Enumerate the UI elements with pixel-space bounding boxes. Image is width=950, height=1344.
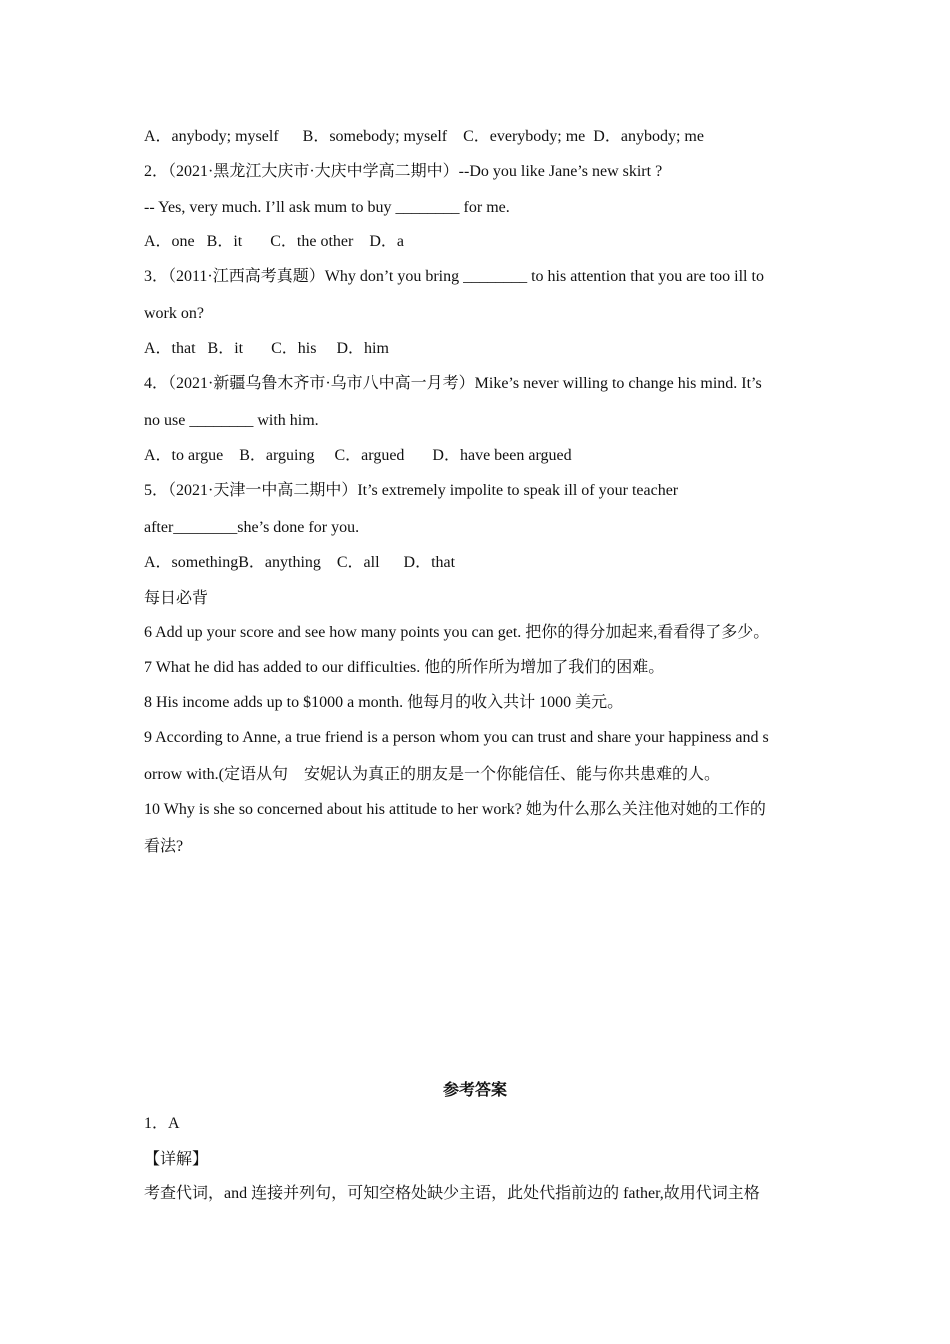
q5-stem: 5．（2021·天津一中高二期中）It’s extremely impolite to speak ill of your teacher [144,482,679,499]
daily-item-6: 6 Add up your score and see how many points you can get. 把你的得分加起来,看看得了多少。 [144,624,770,641]
q5-options: A．somethingB．anything C．all D．that [144,554,456,571]
q4-stem: 4．（2021·新疆乌鲁木齐市·乌市八中高一月考）Mike’s never willing to change his mind. It’s [144,375,762,392]
daily-item-9-cont: orrow with.(定语从句 安妮认为真正的朋友是一个你能信任、能与你共患难的人。 [144,766,720,783]
q5-stem-cont: after________she’s done for you. [144,519,360,536]
q1-options: A．anybody; myself B．somebody; myself C．everybody; me D．anybody; me [144,128,704,145]
daily-item-8: 8 His income adds up to $1000 a month. 他每月的收入共计 1000 美元。 [144,694,624,711]
q2-options: A．one B．it C．the other D．a [144,233,404,250]
answers-title: 参考答案 [442,1082,507,1099]
daily-item-7: 7 What he did has added to our difficulties. 他的所作所为增加了我们的困难。 [144,659,665,676]
daily-item-9: 9 According to Anne, a true friend is a person whom you can trust and share your happiness and s [144,729,769,746]
daily-heading: 每日必背 [144,590,209,607]
q4-options: A．to argue B．arguing C．argued D．have been argued [144,447,572,464]
q2-stem-cont: -- Yes, very much. I’ll ask mum to buy ________ for me. [144,199,510,216]
q3-stem-cont: work on? [144,305,204,322]
detail-text: 考查代词，and 连接并列句，可知空格处缺少主语，此处代指前边的 father,故用代词主格 [144,1185,760,1202]
daily-item-10: 10 Why is she so concerned about his attitude to her work? 她为什么那么关注他对她的工作的 [144,801,766,818]
q3-options: A．that B．it C．his D．him [144,340,389,357]
q4-stem-cont: no use ________ with him. [144,412,319,429]
detail-label: 【详解】 [144,1151,209,1168]
q2-stem: 2．（2021·黑龙江大庆市·大庆中学高二期中）--Do you like Jane’s new skirt ? [144,163,663,180]
q3-stem: 3．（2011·江西高考真题）Why don’t you bring ________ to his attention that you are too ill to [144,268,764,285]
daily-item-10-cont: 看法? [144,838,184,855]
answer-1: 1．A [144,1115,180,1132]
